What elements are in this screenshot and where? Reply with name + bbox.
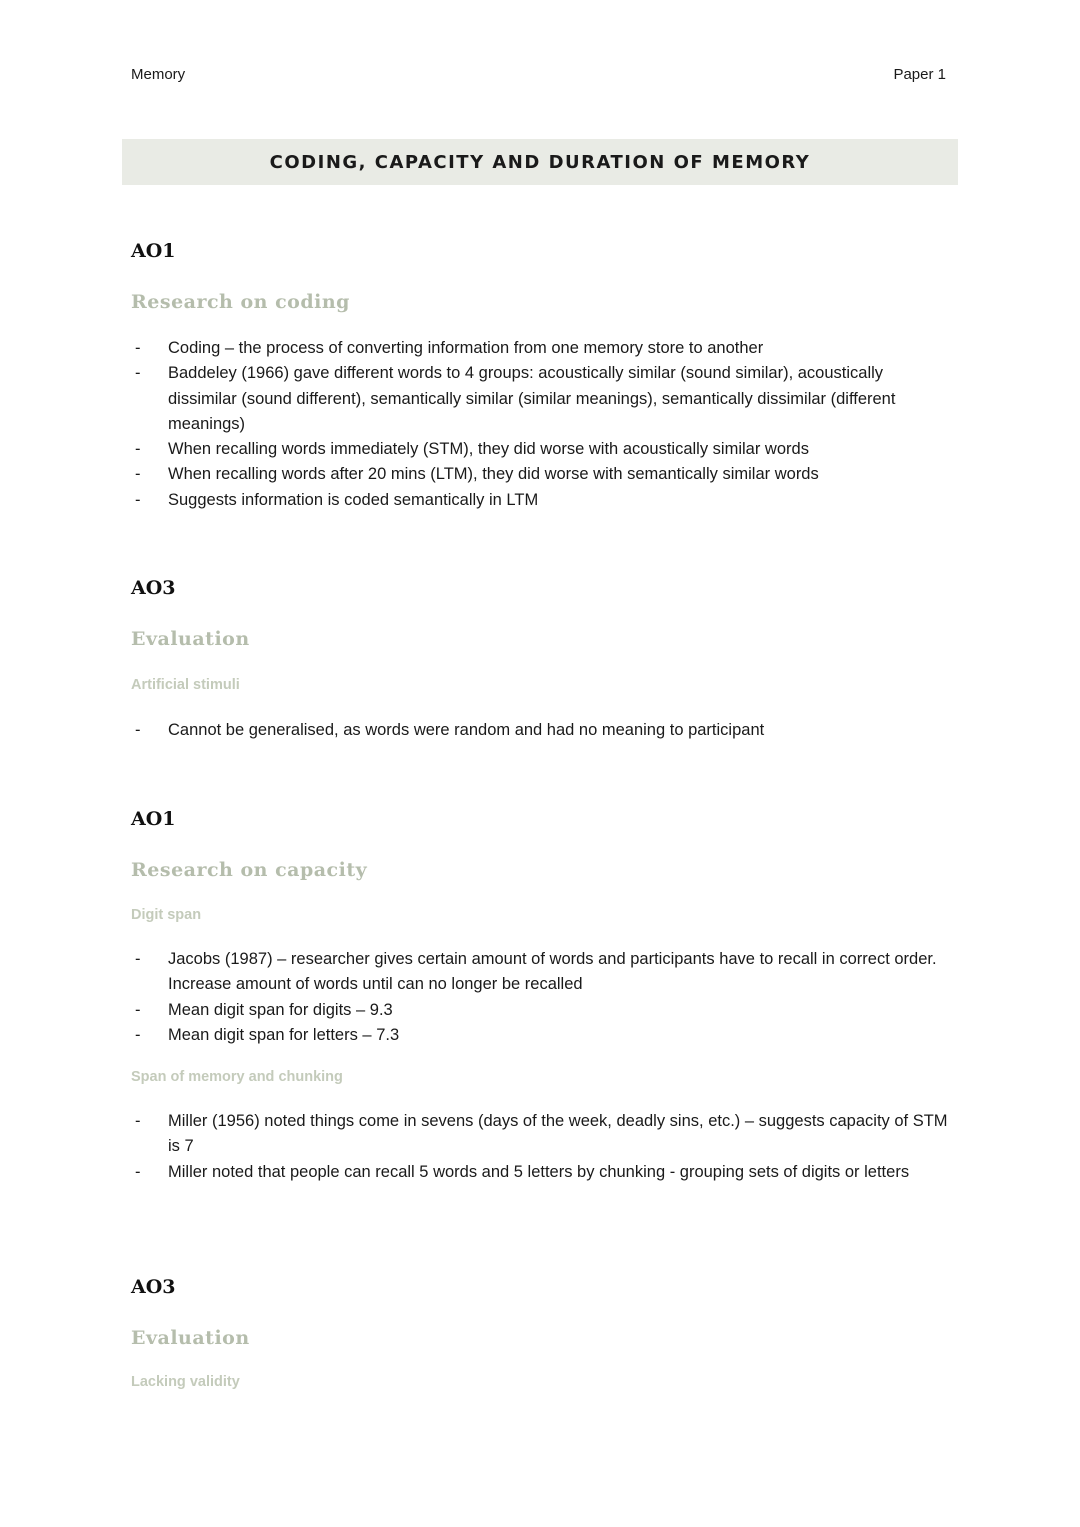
subheading: Span of memory and chunking	[131, 1069, 343, 1085]
subheading: Artificial stimuli	[131, 677, 240, 693]
list-item: - When recalling words immediately (STM), they did worse with acoustically similar words	[131, 437, 951, 462]
ao-label: AO3	[131, 577, 176, 599]
ao-label: AO3	[131, 1276, 176, 1298]
list-item: - Miller noted that people can recall 5 words and 5 letters by chunking - grouping sets of digits or letters	[131, 1160, 951, 1185]
list-item: - Miller (1956) noted things come in sevens (days of the week, deadly sins, etc.) – suggests capacity of STM is 7	[131, 1109, 951, 1160]
ao-label: AO1	[131, 808, 176, 830]
list-item: - When recalling words after 20 mins (LTM), they did worse with semantically similar words	[131, 462, 951, 487]
subheading: Lacking validity	[131, 1374, 240, 1390]
page-title: CODING, CAPACITY AND DURATION OF MEMORY	[269, 151, 811, 173]
list-item: - Suggests information is coded semantically in LTM	[131, 488, 951, 513]
section-heading: Research on capacity	[131, 859, 368, 881]
section-heading: Evaluation	[131, 1327, 250, 1349]
section-heading: Research on coding	[131, 291, 350, 313]
bullet-list	[131, 718, 951, 743]
running-header-left: Memory	[131, 66, 186, 83]
bullet-list	[131, 1109, 951, 1185]
list-item: - Mean digit span for letters – 7.3	[131, 1023, 951, 1048]
running-header-right: Paper 1	[893, 66, 946, 83]
bullet-list	[131, 947, 951, 1048]
list-item: - Coding – the process of converting information from one memory store to another	[131, 336, 951, 361]
list-item: - Baddeley (1966) gave different words to 4 groups: acoustically similar (sound similar), acoustically dissimilar (sound different), semantically similar (similar meanings), semantically dissimilar (different meanings)	[131, 361, 951, 437]
ao-label: AO1	[131, 240, 176, 262]
subheading: Digit span	[131, 907, 202, 923]
title-banner	[122, 139, 958, 185]
section-heading: Evaluation	[131, 628, 250, 650]
bullet-list	[131, 336, 951, 513]
list-item: - Jacobs (1987) – researcher gives certain amount of words and participants have to recall in correct order. Increase amount of words until can no longer be recalled	[131, 947, 951, 998]
list-item: - Cannot be generalised, as words were random and had no meaning to participant	[131, 718, 951, 743]
list-item: - Mean digit span for digits – 9.3	[131, 998, 951, 1023]
